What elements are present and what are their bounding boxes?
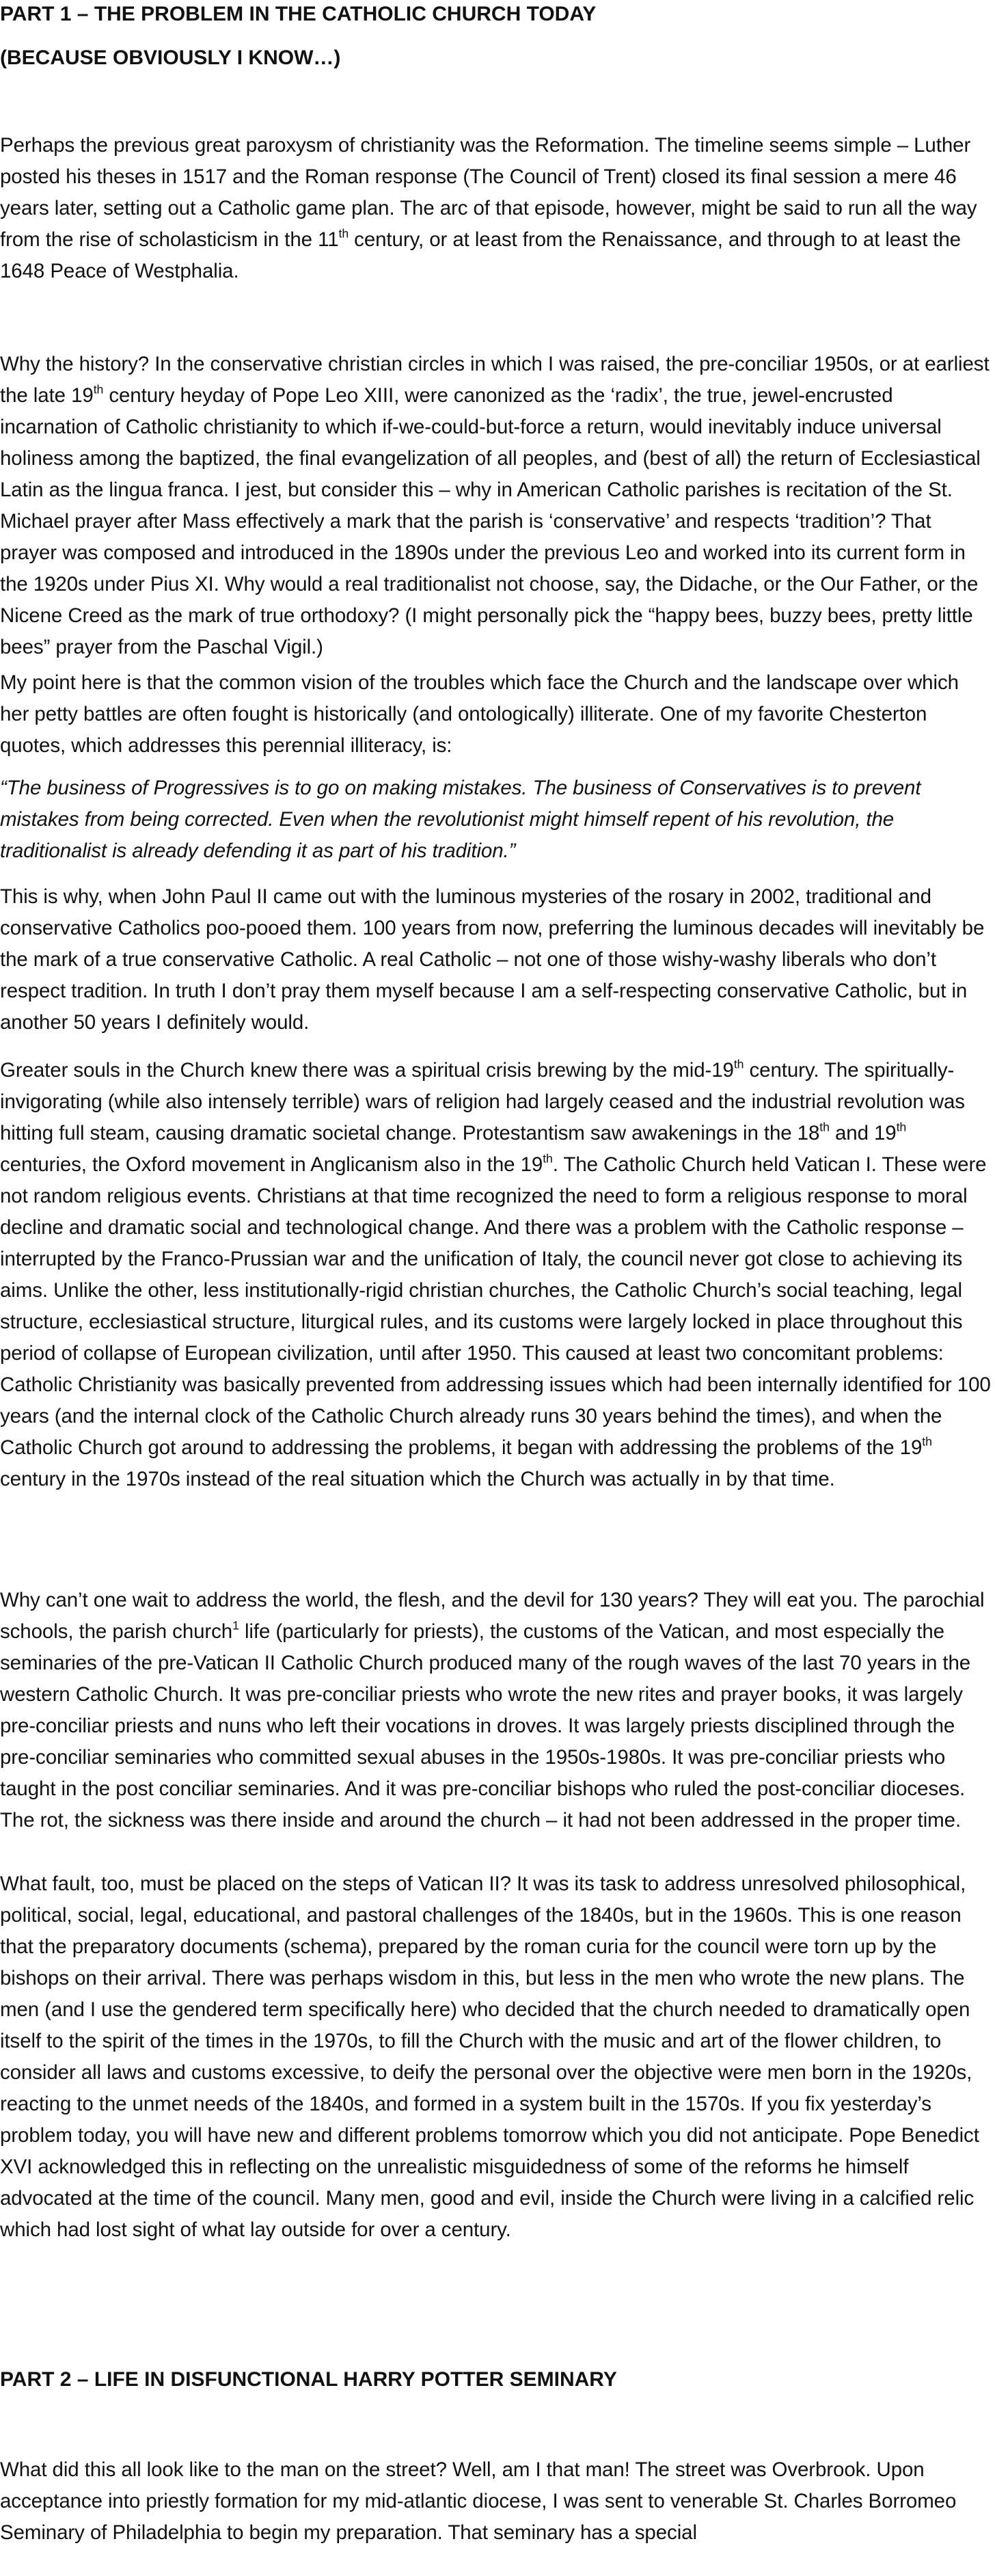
paragraph-reformation: Perhaps the previous great paroxysm of christianity was the Reformation. The timeline seems simple – Luther posted his theses in 1517 and the Roman response (The Council of Trent) closed its final session a mere 46 years later, setting out a Catholic game plan. The arc of that episode, however, might be said to run all the way from the rise of scholasticism in the 11th century, or at least from the Renaissance, and through to at least the 1648 Peace of Westphalia. xyxy=(0,134,977,282)
paragraph-why-wait: Why can’t one wait to address the world, the flesh, and the devil for 130 years? They will eat you. The parochial schools, the parish church$^1$ life (particularly for priests), the customs of the Vatican, and most especially the seminaries of the pre-Vatican II Catholic Church produced many of the rough waves of the last 70 years in the western Catholic Church. It was pre-conciliar priests who wrote the new rites and prayer books, it was largely pre-conciliar priests and nuns who left their vocations in droves. It was largely priests disciplined through the pre-conciliar seminaries who committed sexual abuses in the 1950s-1980s. It was pre-conciliar priests who taught in the post conciliar seminaries. And it was pre-conciliar bishops who ruled the post-conciliar dioceses. The rot, the sickness was there inside and around the church – it had not been addressed in the proper time. xyxy=(0,1589,985,1832)
paragraph-luminous-mysteries: This is why, when John Paul II came out with the luminous mysteries of the rosary in 2002, traditional and conservative Catholics poo-pooed them. 100 years from now, preferring the luminous decades will inevitably be the mark of a true conservative Catholic. A real Catholic – not one of those wishy-washy liberals who don’t respect tradition. In truth I don’t pray them myself because I am a self-respecting conservative Catholic, but in another 50 years I definitely would. xyxy=(0,885,985,1034)
part1-subtitle: (BECAUSE OBVIOUSLY I KNOW…) xyxy=(0,46,341,69)
paragraph-vatican-ii: What fault, too, must be placed on the steps of Vatican II? It was its task to address unresolved philosophical, political, social, legal, educational, and pastoral challenges of the 1840s, but in the 1960s. This is one reason that the preparatory documents (schema), prepared by the roman curia for the council were torn up by the bishops on their arrival. There was perhaps wisdom in this, but less in the men who wrote the new plans. The men (and I use the gendered term specifically here) who decided that the church needed to dramatically open itself to the spirit of the times in the 1970s, to fill the Church with the music and art of the flower children, to consider all laws and customs excessive, to deify the personal over the objective were men born in the 1920s, reacting to the unmet needs of the 1840s, and formed in a system built in the 1570s. If you fix yesterday’s problem today, you will have new and different problems tomorrow which you did not anticipate. Pope Benedict XVI acknowledged this in reflecting on the unrealistic misguidedness of some of the reforms he himself advocated at the time of the council. Many men, good and evil, inside the Church were living in a calcified relic which had lost sight of what lay outside for over a century. xyxy=(0,1873,979,2241)
footnote-marker: 1 xyxy=(232,1618,239,1633)
paragraph-man-on-street: What did this all look like to the man on the street? Well, am I that man! The street was Overbrook. Upon acceptance into priestly formation for my mid-atlantic diocese, I was sent to venerable St. Charles Borromeo Seminary of Philadelphia to begin my preparation. That seminary has a special xyxy=(0,2458,957,2544)
part2-title: PART 2 – LIFE IN DISFUNCTIONAL HARRY POTTER SEMINARY xyxy=(0,2368,617,2391)
paragraph-why-history: Why the history? In the conservative christian circles in which I was raised, the pre-conciliar 1950s, or at earliest the late 19th century heyday of Pope Leo XIII, were canonized as the ‘radix’, the true, jewel-encrusted incarnation of Catholic christianity to which if-we-could-but-force a return, would inevitably induce universal holiness among the baptized, the final evangelization of all peoples, and (best of all) the return of Ecclesiastical Latin as the lingua franca. I jest, but consider this – why in American Catholic parishes is recitation of the St. Michael prayer after Mass effectively a mark that the parish is ‘conservative’ and respects ‘tradition’? That prayer was composed and introduced in the 1890s under the previous Leo and worked into its current form in the 1920s under Pius XI. Why would a real traditionalist not choose, say, the Didache, or the Our Father, or the Nicene Creed as the mark of true orthodoxy? (I might personally pick the “happy bees, buzzy bees, pretty little bees” prayer from the Paschal Vigil.) xyxy=(0,353,990,658)
paragraph-greater-souls: Greater souls in the Church knew there was a spiritual crisis brewing by the mid-19th century. The spiritually-invigorating (while also intensely terrible) wars of religion had largely ceased and the industrial revolution was hitting full steam, causing dramatic societal change. Protestantism saw awakenings in the 18th and 19th centuries, the Oxford movement in Anglicanism also in the 19th. The Catholic Church held Vatican I. These were not random religious events. Christians at that time recognized the need to form a religious response to moral decline and dramatic social and technological change. And there was a problem with the Catholic response – interrupted by the Franco-Prussian war and the unification of Italy, the council never got close to achieving its aims. Unlike the other, less institutionally-rigid christian churches, the Catholic Church’s social teaching, legal structure, ecclesiastical structure, liturgical rules, and its customs were largely locked in place throughout this period of collapse of European civilization, until after 1950. This caused at least two concomitant problems: Catholic Christianity was basically prevented from addressing issues which had been internally identified for 100 years (and the internal clock of the Catholic Church already runs 30 years behind the times), and when the Catholic Church got around to addressing the problems, it began with addressing the problems of the 19th century in the 1970s instead of the real situation which the Church was actually in by that time. xyxy=(0,1057,991,1490)
paragraph-my-point: My point here is that the common vision of the troubles which face the Church and the landscape over which her petty battles are often fought is historically (and ontologically) illiterate. One of my favorite Chesterton quotes, which addresses this perennial illiteracy, is: xyxy=(0,671,959,757)
chesterton-quote: “The business of Progressives is to go on making mistakes. The business of Conservatives is to prevent mistakes from being corrected. Even when the revolutionist might himself repent of his revolution, the traditionalist is already defending it as part of his tradition.” xyxy=(0,777,921,862)
part1-title: PART 1 – THE PROBLEM IN THE CATHOLIC CHURCH TODAY xyxy=(0,3,597,25)
